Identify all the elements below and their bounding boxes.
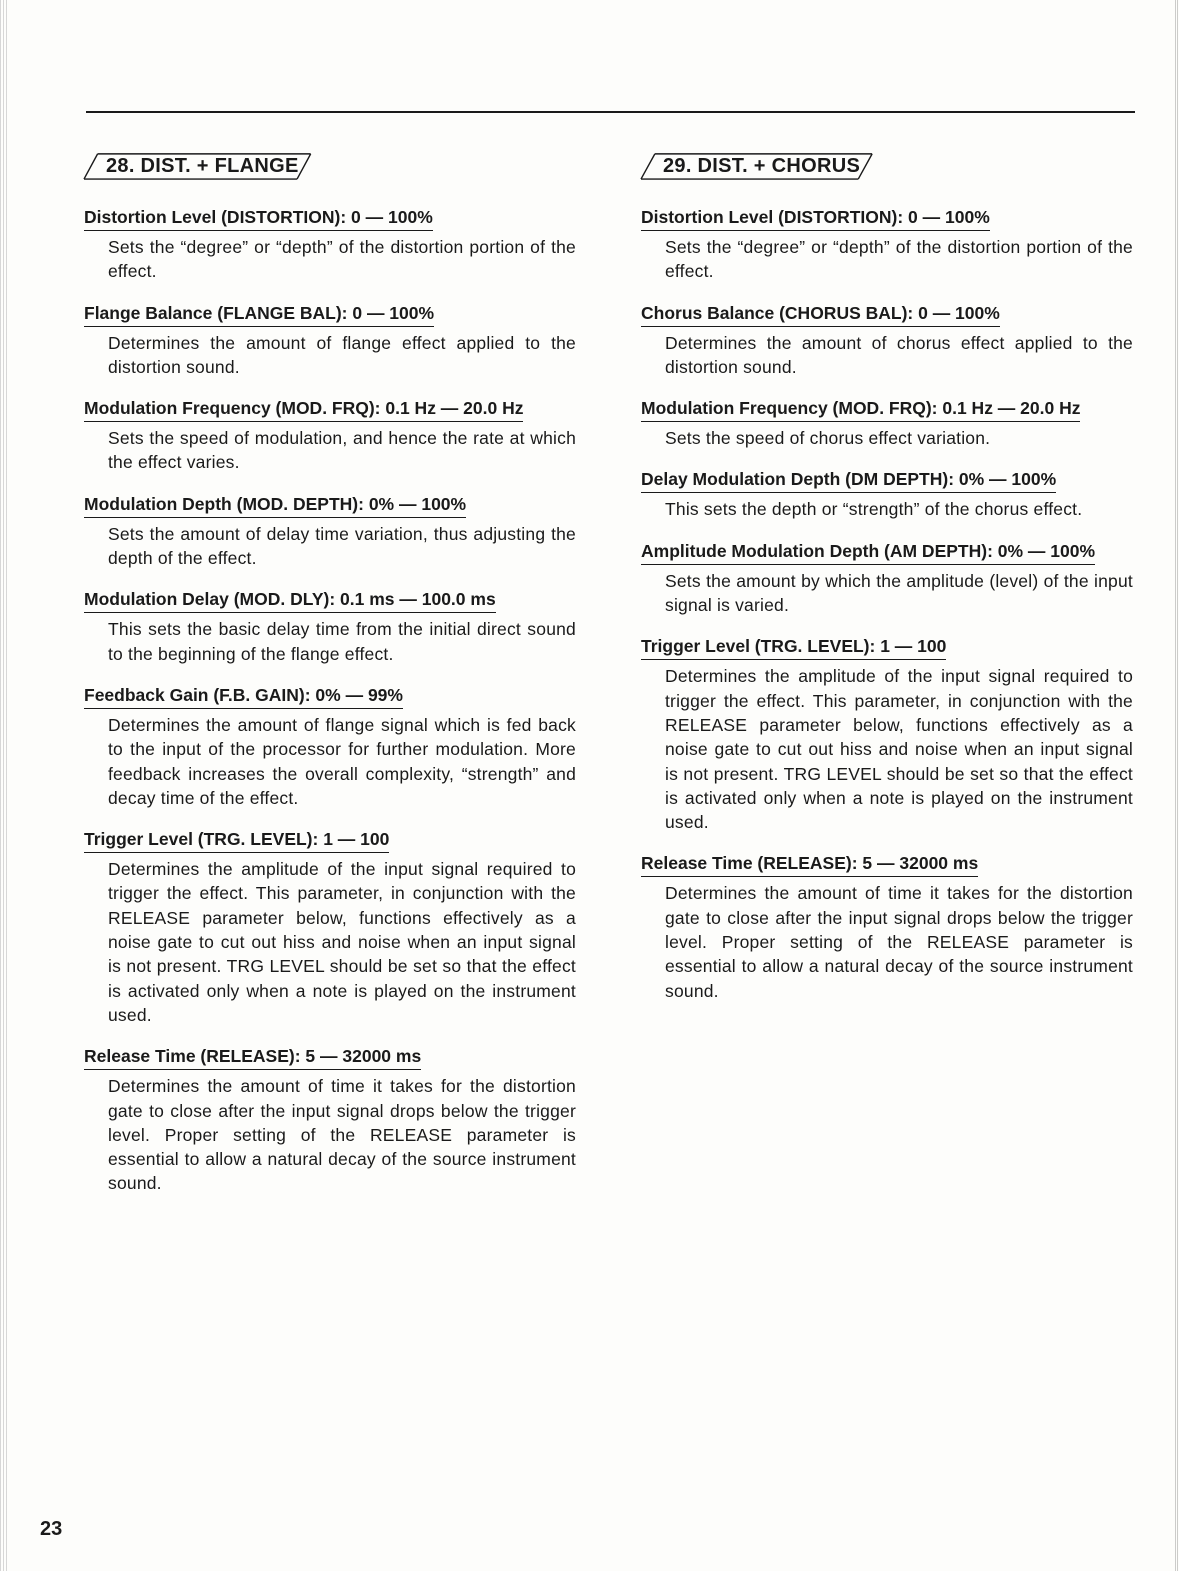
param-description: Determines the amplitude of the input signal required to trigger the effect. This parameter, in conjunction with the RELEASE parameter below, functions effectively as a noise gate to cut out hiss and noise when an input signal is not present. TRG LEVEL should be set so that the effect is activated only when a note is played on the instrument used. xyxy=(108,859,576,1025)
param-description: Determines the amplitude of the input signal required to trigger the effect. This parameter, in conjunction with the RELEASE parameter below, functions effectively as a noise gate to cut out hiss and noise when an input signal is not present. TRG LEVEL should be set so that the effect is activated only when a note is played on the instrument used. xyxy=(665,666,1133,833)
param-heading: Modulation Delay (MOD. DLY): 0.1 ms — 100.0 ms xyxy=(84,587,496,613)
param-distortion-level xyxy=(84,205,576,284)
page-number: 23 xyxy=(40,1518,63,1540)
param-description: This sets the depth or “strength” of the chorus effect. xyxy=(665,499,1083,520)
section-title-dist-chorus xyxy=(641,152,872,180)
param-description: This sets the basic delay time from the initial direct sound to the beginning of the flange effect. xyxy=(108,619,576,664)
param-heading: Modulation Frequency (MOD. FRQ): 0.1 Hz — 20.0 Hz xyxy=(641,396,1080,422)
param-description: Determines the amount of time it takes for the distortion gate to close after the input signal drops below the trigger level. Proper setting of the RELEASE parameter is essential to allow a natural decay of the source instrument sound. xyxy=(665,883,1133,1001)
param-heading: Amplitude Modulation Depth (AM DEPTH): 0% — 100% xyxy=(641,539,1095,565)
param-amplitude-modulation-depth xyxy=(641,539,1133,618)
param-description: Sets the amount of delay time variation, thus adjusting the depth of the effect. xyxy=(108,523,576,569)
param-modulation-frequency xyxy=(641,396,1133,450)
param-release-time xyxy=(84,1044,576,1195)
param-heading: Delay Modulation Depth (DM DEPTH): 0% — 100% xyxy=(641,467,1056,493)
param-description: Sets the “degree” or “depth” of the distortion portion of the effect. xyxy=(108,237,576,282)
param-description: Sets the “degree” or “depth” of the distortion portion of the effect. xyxy=(665,237,1133,282)
title-frame xyxy=(641,152,872,180)
param-trigger-level xyxy=(84,827,576,1027)
param-flange-balance xyxy=(84,301,576,380)
section-title-dist-flange xyxy=(84,152,311,180)
param-feedback-gain xyxy=(84,683,576,810)
param-description: Determines the amount of flange effect applied to the distortion sound. xyxy=(108,332,576,377)
param-heading: Distortion Level (DISTORTION): 0 — 100% xyxy=(84,205,433,231)
param-delay-modulation-depth xyxy=(641,467,1133,521)
page-binding-edge xyxy=(0,0,8,1571)
param-heading: Modulation Frequency (MOD. FRQ): 0.1 Hz — 20.0 Hz xyxy=(84,396,523,422)
param-heading: Feedback Gain (F.B. GAIN): 0% — 99% xyxy=(84,683,403,709)
param-heading: Modulation Depth (MOD. DEPTH): 0% — 100% xyxy=(84,492,466,518)
param-heading: Distortion Level (DISTORTION): 0 — 100% xyxy=(641,205,990,231)
section-title-text: 29. DIST. + CHORUS xyxy=(663,155,861,177)
param-chorus-balance xyxy=(641,301,1133,380)
param-heading: Trigger Level (TRG. LEVEL): 1 — 100 xyxy=(84,827,389,853)
title-frame xyxy=(84,152,311,180)
param-description: Sets the speed of modulation, and hence the rate at which the effect varies. xyxy=(108,428,576,473)
param-heading: Flange Balance (FLANGE BAL): 0 — 100% xyxy=(84,301,434,327)
param-description: Determines the amount of time it takes for the distortion gate to close after the input signal drops below the trigger level. Proper setting of the RELEASE parameter is essential to allow a natural decay of the source instrument sound. xyxy=(108,1076,576,1194)
param-modulation-frequency xyxy=(84,396,576,475)
param-trigger-level xyxy=(641,634,1133,834)
param-release-time xyxy=(641,851,1133,1002)
param-modulation-depth xyxy=(84,492,576,571)
section-title-text: 28. DIST. + FLANGE xyxy=(106,155,299,177)
param-description: Determines the amount of chorus effect applied to the distortion sound. xyxy=(665,332,1133,377)
param-description: Determines the amount of flange signal which is fed back to the input of the processor for further modulation. More feedback increases the overall complexity, “strength” and decay time of the effect. xyxy=(108,714,576,808)
param-distortion-level xyxy=(641,205,1133,284)
right-column xyxy=(641,152,1133,1020)
param-heading: Release Time (RELEASE): 5 — 32000 ms xyxy=(641,851,978,877)
param-heading: Chorus Balance (CHORUS BAL): 0 — 100% xyxy=(641,301,1000,327)
left-column xyxy=(84,152,576,1213)
param-heading: Trigger Level (TRG. LEVEL): 1 — 100 xyxy=(641,634,946,660)
param-heading: Release Time (RELEASE): 5 — 32000 ms xyxy=(84,1044,421,1070)
param-description: Sets the speed of chorus effect variation. xyxy=(665,428,991,449)
param-description: Sets the amount by which the amplitude (level) of the input signal is varied. xyxy=(665,570,1133,616)
page-right-edge xyxy=(1175,0,1179,1571)
param-modulation-delay xyxy=(84,587,576,666)
top-rule xyxy=(86,111,1135,113)
